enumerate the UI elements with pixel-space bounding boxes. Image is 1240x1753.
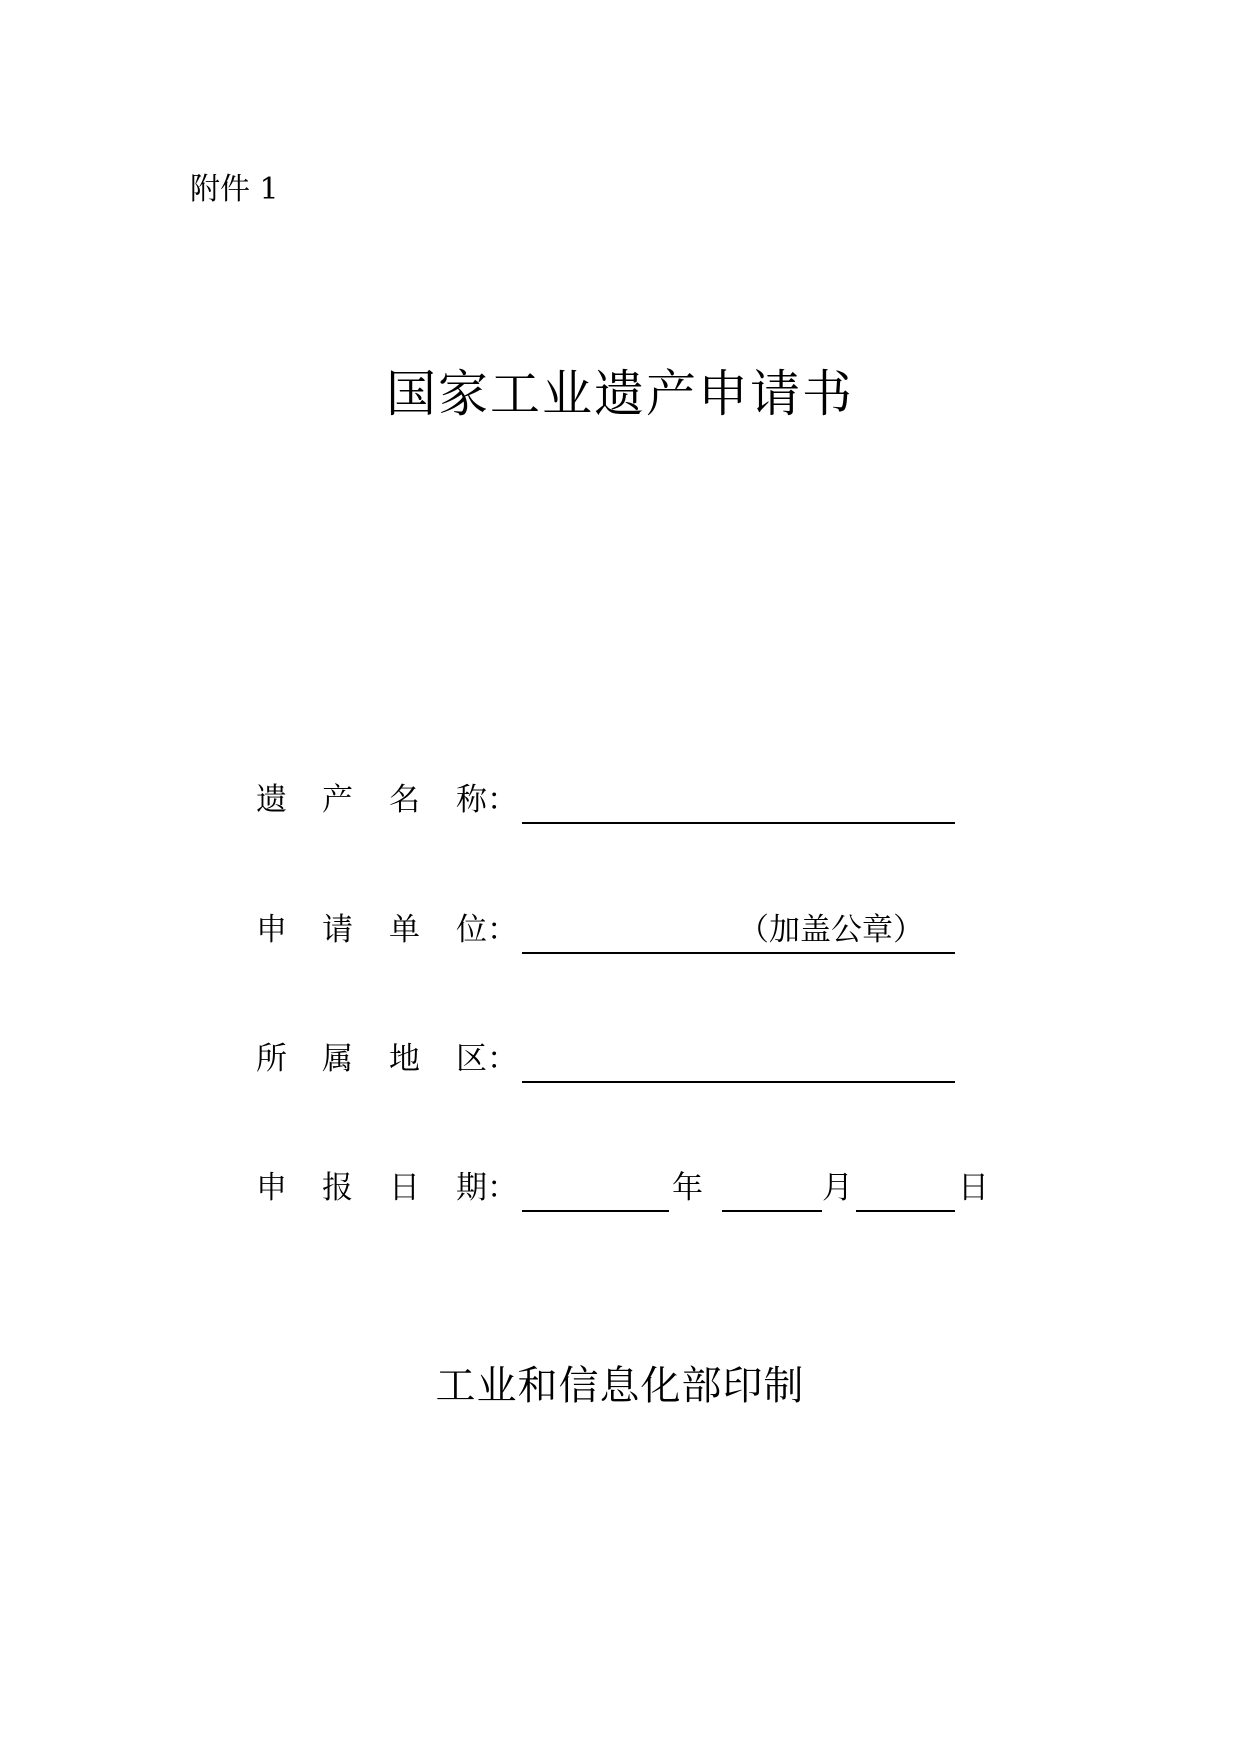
label-char: 单 xyxy=(389,912,420,948)
label-char: 位： xyxy=(456,912,518,948)
document-title: 国家工业遗产申请书 xyxy=(386,365,854,423)
label-char: 申 xyxy=(256,1170,287,1206)
label-char: 日 xyxy=(389,1170,420,1206)
day-field[interactable] xyxy=(856,1166,955,1212)
month-field[interactable] xyxy=(722,1166,822,1212)
region-field[interactable] xyxy=(522,1037,955,1083)
year-unit: 年 xyxy=(672,1170,703,1206)
label-char: 所 xyxy=(256,1041,287,1077)
issuer-footer: 工业和信息化部印制 xyxy=(435,1363,805,1409)
applicant-unit-label xyxy=(256,908,526,952)
month-unit: 月 xyxy=(822,1170,853,1206)
attachment-label: 附件 1 xyxy=(190,172,279,207)
label-char: 名 xyxy=(389,782,420,818)
label-char: 遗 xyxy=(256,782,287,818)
day-unit: 日 xyxy=(958,1170,989,1206)
label-char: 期： xyxy=(456,1170,518,1206)
label-char: 属 xyxy=(322,1041,353,1077)
application-date-label xyxy=(256,1166,526,1210)
year-field[interactable] xyxy=(522,1166,669,1212)
label-char: 申 xyxy=(256,912,287,948)
label-char: 区： xyxy=(456,1041,518,1077)
label-char: 报 xyxy=(322,1170,353,1206)
region-label xyxy=(256,1037,526,1081)
label-char: 请 xyxy=(322,912,353,948)
label-char: 称： xyxy=(456,782,518,818)
heritage-name-label xyxy=(256,778,526,822)
label-char: 地 xyxy=(389,1041,420,1077)
label-char: 产 xyxy=(322,782,353,818)
official-seal-note: （加盖公章） xyxy=(738,912,924,948)
heritage-name-field[interactable] xyxy=(522,778,955,824)
